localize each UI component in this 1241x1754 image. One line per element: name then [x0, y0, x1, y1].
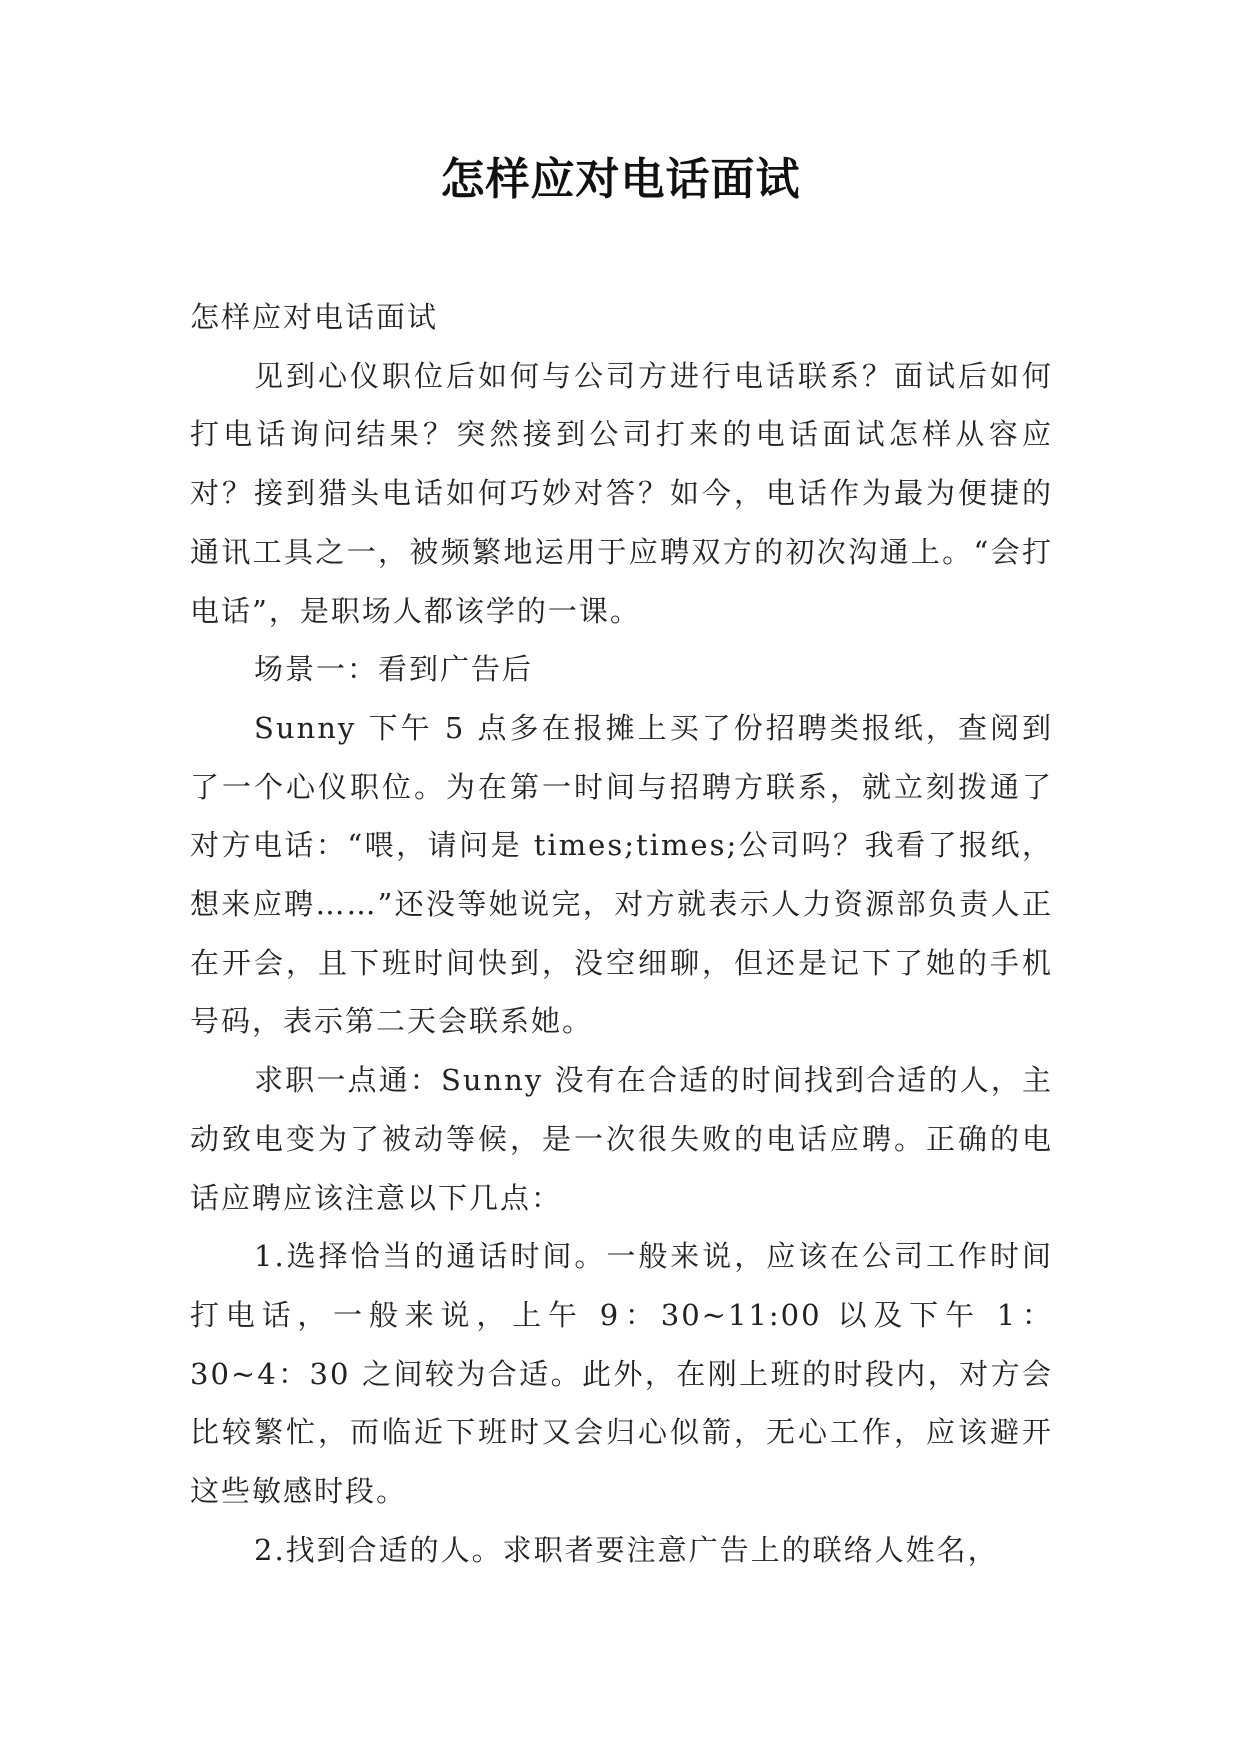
paragraph-intro: 见到心仪职位后如何与公司方进行电话联系？面试后如何打电话询问结果？突然接到公司打来的电话面试怎样从容应对？接到猎头电话如何巧妙对答？如今，电话作为最为便捷的通讯工具之一，被频繁地运用于应聘双方的初次沟通上。“会打电话”，是职场人都该学的一课。	[190, 358, 1053, 628]
document-body	[190, 288, 1053, 1579]
paragraph-point-1: 1.选择恰当的通话时间。一般来说，应该在公司工作时间打电话，一般来说，上午 9：30~11:00 以及下午 1：30~4：30 之间较为合适。此外，在刚上班的时段内，对方会比较繁忙，而临近下班时又会归心似箭，无心工作，应该避开这些敏感时段。	[190, 1239, 1053, 1509]
paragraph-scene-heading: 场景一：看到广告后	[254, 652, 534, 687]
paragraph-subtitle: 怎样应对电话面试	[190, 300, 439, 334]
paragraph-tip: 求职一点通：Sunny 没有在合适的时间找到合适的人，主动致电变为了被动等候，是一次很失败的电话应聘。正确的电话应聘应该注意以下几点：	[190, 1063, 1053, 1215]
document-title: 怎样应对电话面试	[440, 154, 801, 205]
paragraph-point-2: 2.找到合适的人。求职者要注意广告上的联络人姓名，	[254, 1532, 999, 1567]
paragraph-scene-story: Sunny 下午 5 点多在报摊上买了份招聘类报纸，查阅到了一个心仪职位。为在第一时间与招聘方联系，就立刻拨通了对方电话：“喂，请问是 times;times;公司吗？我看了报纸，想来应聘……”还没等她说完，对方就表示人力资源部负责人正在开会，且下班时间快到，没空细聊，但还是记下了她的手机号码，表示第二天会联系她。	[190, 710, 1053, 1039]
